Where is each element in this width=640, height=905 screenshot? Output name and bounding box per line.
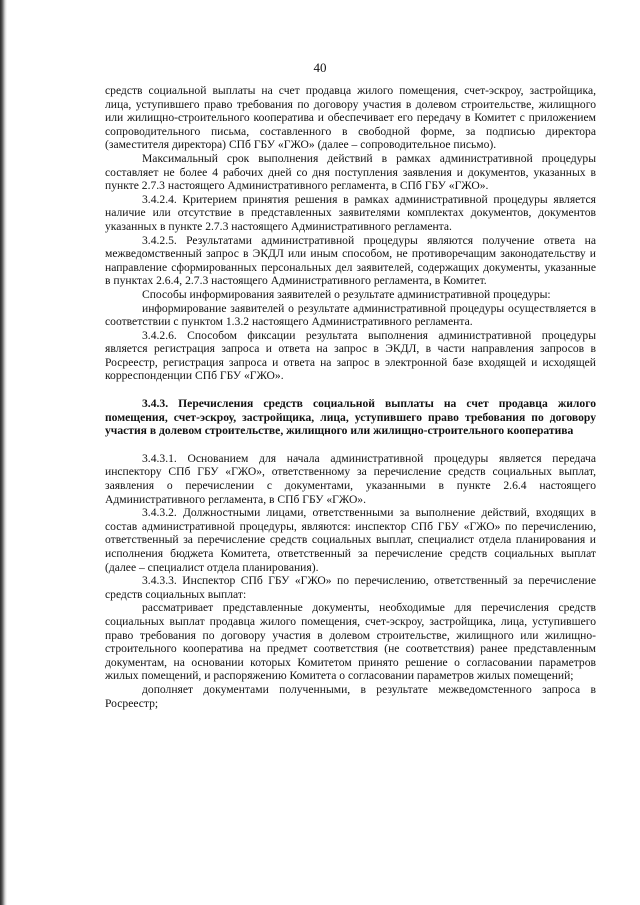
paragraph: 3.4.2.4. Критерием принятия решения в рамках административной процедуры является наличие или отсутствие в представленных заявителями комплектах документов, документов указанных в пункте 2.7.3 настоящего Административного регламента.	[105, 192, 596, 233]
paragraph: 3.4.2.5. Результатами административной процедуры являются получение ответа на межведомственный запрос в ЭКДЛ или иным способом, не противоречащим законодательству и направление сформированных персональных дел заявителей, содержащих документы, указанные в пунктах 2.6.4, 2.7.3 настоящего Административного регламента, в Комитет.	[105, 233, 596, 288]
paragraph: Максимальный срок выполнения действий в рамках административной процедуры составляет не более 4 рабочих дней со дня поступления заявления и документов, указанных в пункте 2.7.3 настоящего Административного регламента, в СПб ГБУ «ГЖО».	[105, 151, 596, 193]
document-body	[105, 84, 596, 710]
paragraph: 3.4.3.1. Основанием для начала административной процедуры является передача инспектору СПб ГБУ «ГЖО», ответственному за перечисление средств социальных выплат, заявления о перечислении с документами, указанными в пункте 2.6.4 настоящего Административного регламента, в СПб ГБУ «ГЖО».	[105, 451, 596, 506]
paragraph: 3.4.2.6. Способом фиксации результата выполнения административной процедуры является регистрация запроса и ответа на запрос в ЭКДЛ, в части направления запросов в Росреестр, регистрация запроса и ответа на запрос в электронной базе входящей и исходящей корреспонденции СПб ГБУ «ГЖО».	[105, 328, 596, 383]
paragraph: средств социальной выплаты на счет продавца жилого помещения, счет-эскроу, застройщика, лица, уступившего право требования по договору участия в долевом строительстве, жилищного или жилищно-строительного кооператива и обеспечивает его передачу в Комитет с приложением сопроводительного письма, составленного в свободной форме, за подписью директора (заместителя директора) СПб ГБУ «ГЖО» (далее – сопроводительное письмо).	[105, 84, 596, 152]
paragraph: рассматривает представленные документы, необходимые для перечисления средств социальных выплат продавца жилого помещения, счет-эскроу, застройщика, лица, уступившего право требования по договору участия в долевом строительстве, жилищного или жилищно-строительного кооператива на предмет соответствия (не соответствия) ранее представленным документам, на основании которых Комитетом принято решение о согласовании параметров жилых помещений, и распоряжению Комитета о согласовании параметров жилых помещений;	[105, 601, 596, 683]
paragraph: 3.4.3.3. Инспектор СПб ГБУ «ГЖО» по перечислению, ответственный за перечисление средств социальных выплат:	[105, 574, 596, 601]
paragraph: Способы информирования заявителей о результате административной процедуры:	[142, 287, 551, 301]
section-heading: 3.4.3. Перечисления средств социальной выплаты на счет продавца жилого помещения, счет-эскроу, застройщика, лица, уступившего право требования по договору участия в долевом строительстве, жилищного или жилищно-строительного кооператива	[105, 397, 596, 438]
paragraph: информирование заявителей о результате административной процедуры осуществляется в соответствии с пунктом 1.3.2 настоящего Административного регламента.	[105, 301, 596, 329]
paragraph: дополняет документами полученными, в результате межведомстенного запроса в Росреестр;	[105, 682, 596, 710]
scan-left-edge	[0, 0, 7, 905]
page-number: 40	[313, 60, 327, 75]
paragraph: 3.4.3.2. Должностными лицами, ответственными за выполнение действий, входящих в состав административной процедуры, являются: инспектор СПб ГБУ «ГЖО» по перечислению, ответственный за перечисление средств социальных выплат, специалист отдела планирования и исполнения бюджета Комитета, ответственный за перечисление средств социальных выплат (далее – специалист отдела планирования).	[105, 506, 596, 574]
